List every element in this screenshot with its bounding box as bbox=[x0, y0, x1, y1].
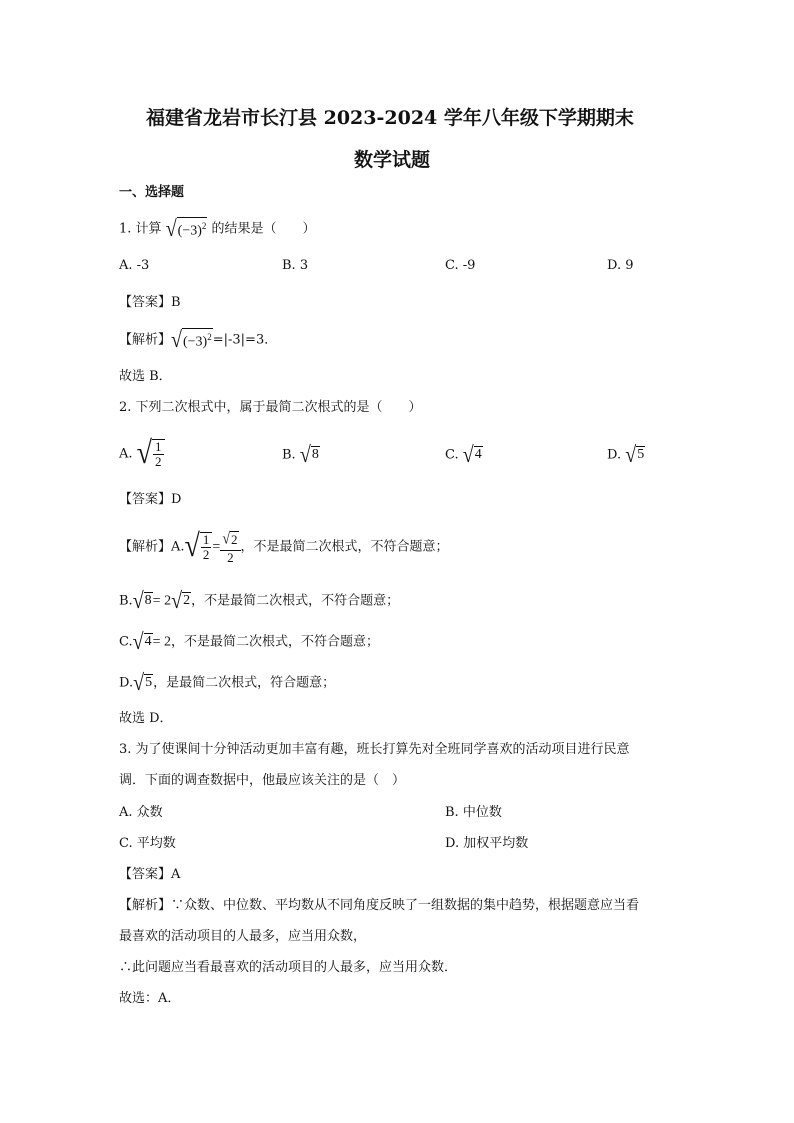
q2-answer: 【答案】D bbox=[119, 492, 182, 507]
q1-analysis-label: 【解析】 bbox=[119, 332, 172, 348]
q1-option-a: A. -3 bbox=[119, 258, 150, 273]
q2-analysis-b bbox=[119, 590, 399, 613]
q3-analysis-line2: 最喜欢的活动项目的人最多，应当用众数， bbox=[119, 929, 367, 944]
page-title: 福建省龙岩市长汀县 2023-2024 学年八年级下学期期末 bbox=[146, 107, 634, 129]
q1-option-c: C. -9 bbox=[445, 258, 476, 273]
q2-option-c-radical: √4 bbox=[462, 442, 482, 468]
q2-analysis-b-radicand: 8 bbox=[144, 593, 152, 609]
q2-option-b-radicand: 8 bbox=[311, 447, 319, 463]
q2-analysis-b-radical: √8 bbox=[132, 588, 152, 614]
q2-option-d bbox=[607, 444, 645, 467]
q2-analysis-a-text: ，不是最简二次根式，不符合题意； bbox=[240, 539, 449, 555]
q2-analysis-c-radicand: 4 bbox=[144, 634, 152, 650]
q2-analysis-a-result-denominator: 2 bbox=[227, 549, 234, 565]
q2-analysis-b-result-radicand: 2 bbox=[183, 593, 191, 609]
q2-analysis-label: 【解析】A. bbox=[119, 539, 185, 555]
q1-radical: $√(-3)^2$ bbox=[165, 216, 207, 242]
q2-analysis-a-numerator: 1 bbox=[202, 531, 210, 547]
q3-option-a: A. 众数 bbox=[119, 805, 163, 820]
q2-option-c bbox=[445, 444, 483, 467]
q2-analysis-c-text: ，不是最简二次根式，不符合题意； bbox=[171, 634, 380, 650]
q1-stem bbox=[119, 214, 316, 245]
q2-option-b bbox=[282, 444, 320, 467]
q2-option-a-denominator: 2 bbox=[155, 453, 162, 469]
q2-stem: 2. 下列二次根式中，属于最简二次根式的是（ ） bbox=[119, 400, 422, 415]
q2-analysis-b-result-radical: √2 bbox=[171, 588, 191, 614]
q2-analysis-d-radical: √5 bbox=[133, 670, 153, 696]
q3-option-c: C. 平均数 bbox=[119, 836, 176, 851]
q2-option-a-numerator: 1 bbox=[155, 438, 162, 454]
q2-analysis-a-result-numerator: 2 bbox=[231, 532, 238, 547]
q2-analysis-a-result: $\frac{√2}{2}$ bbox=[220, 530, 240, 565]
section-heading: 一、选择题 bbox=[119, 185, 185, 200]
q1-analysis-radical: $√(-3)^2$ bbox=[171, 327, 212, 353]
q1-answer: 【答案】B bbox=[119, 295, 181, 310]
q3-stem-line1: 3. 为了使课间十分钟活动更加丰富有趣，班长打算先对全班同学喜欢的活动项目进行民意 bbox=[119, 742, 630, 757]
q1-suffix: 的结果是（ ） bbox=[211, 221, 316, 237]
q3-option-d: D. 加权平均数 bbox=[445, 836, 529, 851]
q1-conclusion: 故选 B． bbox=[119, 369, 172, 384]
q1-exponent: 2 bbox=[201, 221, 207, 232]
q1-analysis-rest: =|-3|=3． bbox=[212, 332, 278, 348]
q2-analysis-c-prefix: C. bbox=[119, 634, 133, 650]
q3-answer: 【答案】A bbox=[119, 867, 181, 882]
q2-option-c-label: C. bbox=[445, 447, 459, 463]
q2-analysis-a-denominator: 2 bbox=[202, 546, 210, 562]
q2-analysis-c-equals: = 2 bbox=[152, 634, 172, 650]
q2-option-c-radicand: 4 bbox=[474, 447, 482, 463]
q2-analysis-c-radical: √4 bbox=[132, 629, 152, 655]
q1-option-d: D. 9 bbox=[607, 258, 634, 273]
q2-option-d-label: D. bbox=[607, 447, 622, 463]
q2-option-d-radical: √5 bbox=[625, 442, 645, 468]
q1-analysis-exponent: 2 bbox=[207, 332, 212, 343]
q2-conclusion: 故选 D． bbox=[119, 711, 173, 726]
q2-option-a-label: A. bbox=[119, 446, 133, 462]
q2-analysis-d-radicand: 5 bbox=[145, 675, 153, 691]
q2-analysis-a bbox=[119, 528, 449, 567]
q2-analysis-b-prefix: B. bbox=[119, 593, 133, 609]
q1-analysis bbox=[119, 326, 277, 355]
q2-analysis-c bbox=[119, 631, 379, 654]
q2-option-a-radical: √ $\frac{1}{2}$ bbox=[137, 436, 165, 472]
q3-analysis-line3: ∴此问题应当看最喜欢的活动项目的人最多，应当用众数． bbox=[119, 960, 458, 975]
q2-analysis-b-equals: = 2 bbox=[152, 593, 172, 609]
q2-option-d-radicand: 5 bbox=[637, 447, 645, 463]
q2-option-a bbox=[119, 436, 165, 473]
q2-analysis-b-text: ，不是最简二次根式，不符合题意； bbox=[191, 593, 400, 609]
q3-analysis-line1: 【解析】∵众数、中位数、平均数从不同角度反映了一组数据的集中趋势，根据题意应当看 bbox=[119, 898, 640, 913]
q1-option-b: B. 3 bbox=[282, 258, 309, 273]
q3-stem-line2: 调．下面的调查数据中，他最应该关注的是（ ） bbox=[119, 773, 406, 788]
q2-analysis-d bbox=[119, 672, 335, 695]
page-subtitle: 数学试题 bbox=[354, 149, 431, 171]
q2-analysis-d-prefix: D. bbox=[119, 675, 134, 691]
q3-conclusion: 故选：A． bbox=[119, 991, 181, 1006]
q2-analysis-d-text: ，是最简二次根式，符合题意； bbox=[153, 675, 336, 691]
q2-analysis-a-radical: √ $\frac{1}{2}$ bbox=[185, 528, 213, 566]
q2-analysis-a-equals: = bbox=[212, 539, 221, 555]
q2-option-b-label: B. bbox=[282, 447, 296, 463]
q1-radicand: (−3) bbox=[177, 224, 202, 240]
q2-option-b-radical: √8 bbox=[299, 442, 319, 468]
q1-prefix: 1. 计算 bbox=[119, 221, 162, 237]
q3-option-b: B. 中位数 bbox=[445, 805, 502, 820]
q1-analysis-radicand: (−3) bbox=[183, 335, 208, 351]
